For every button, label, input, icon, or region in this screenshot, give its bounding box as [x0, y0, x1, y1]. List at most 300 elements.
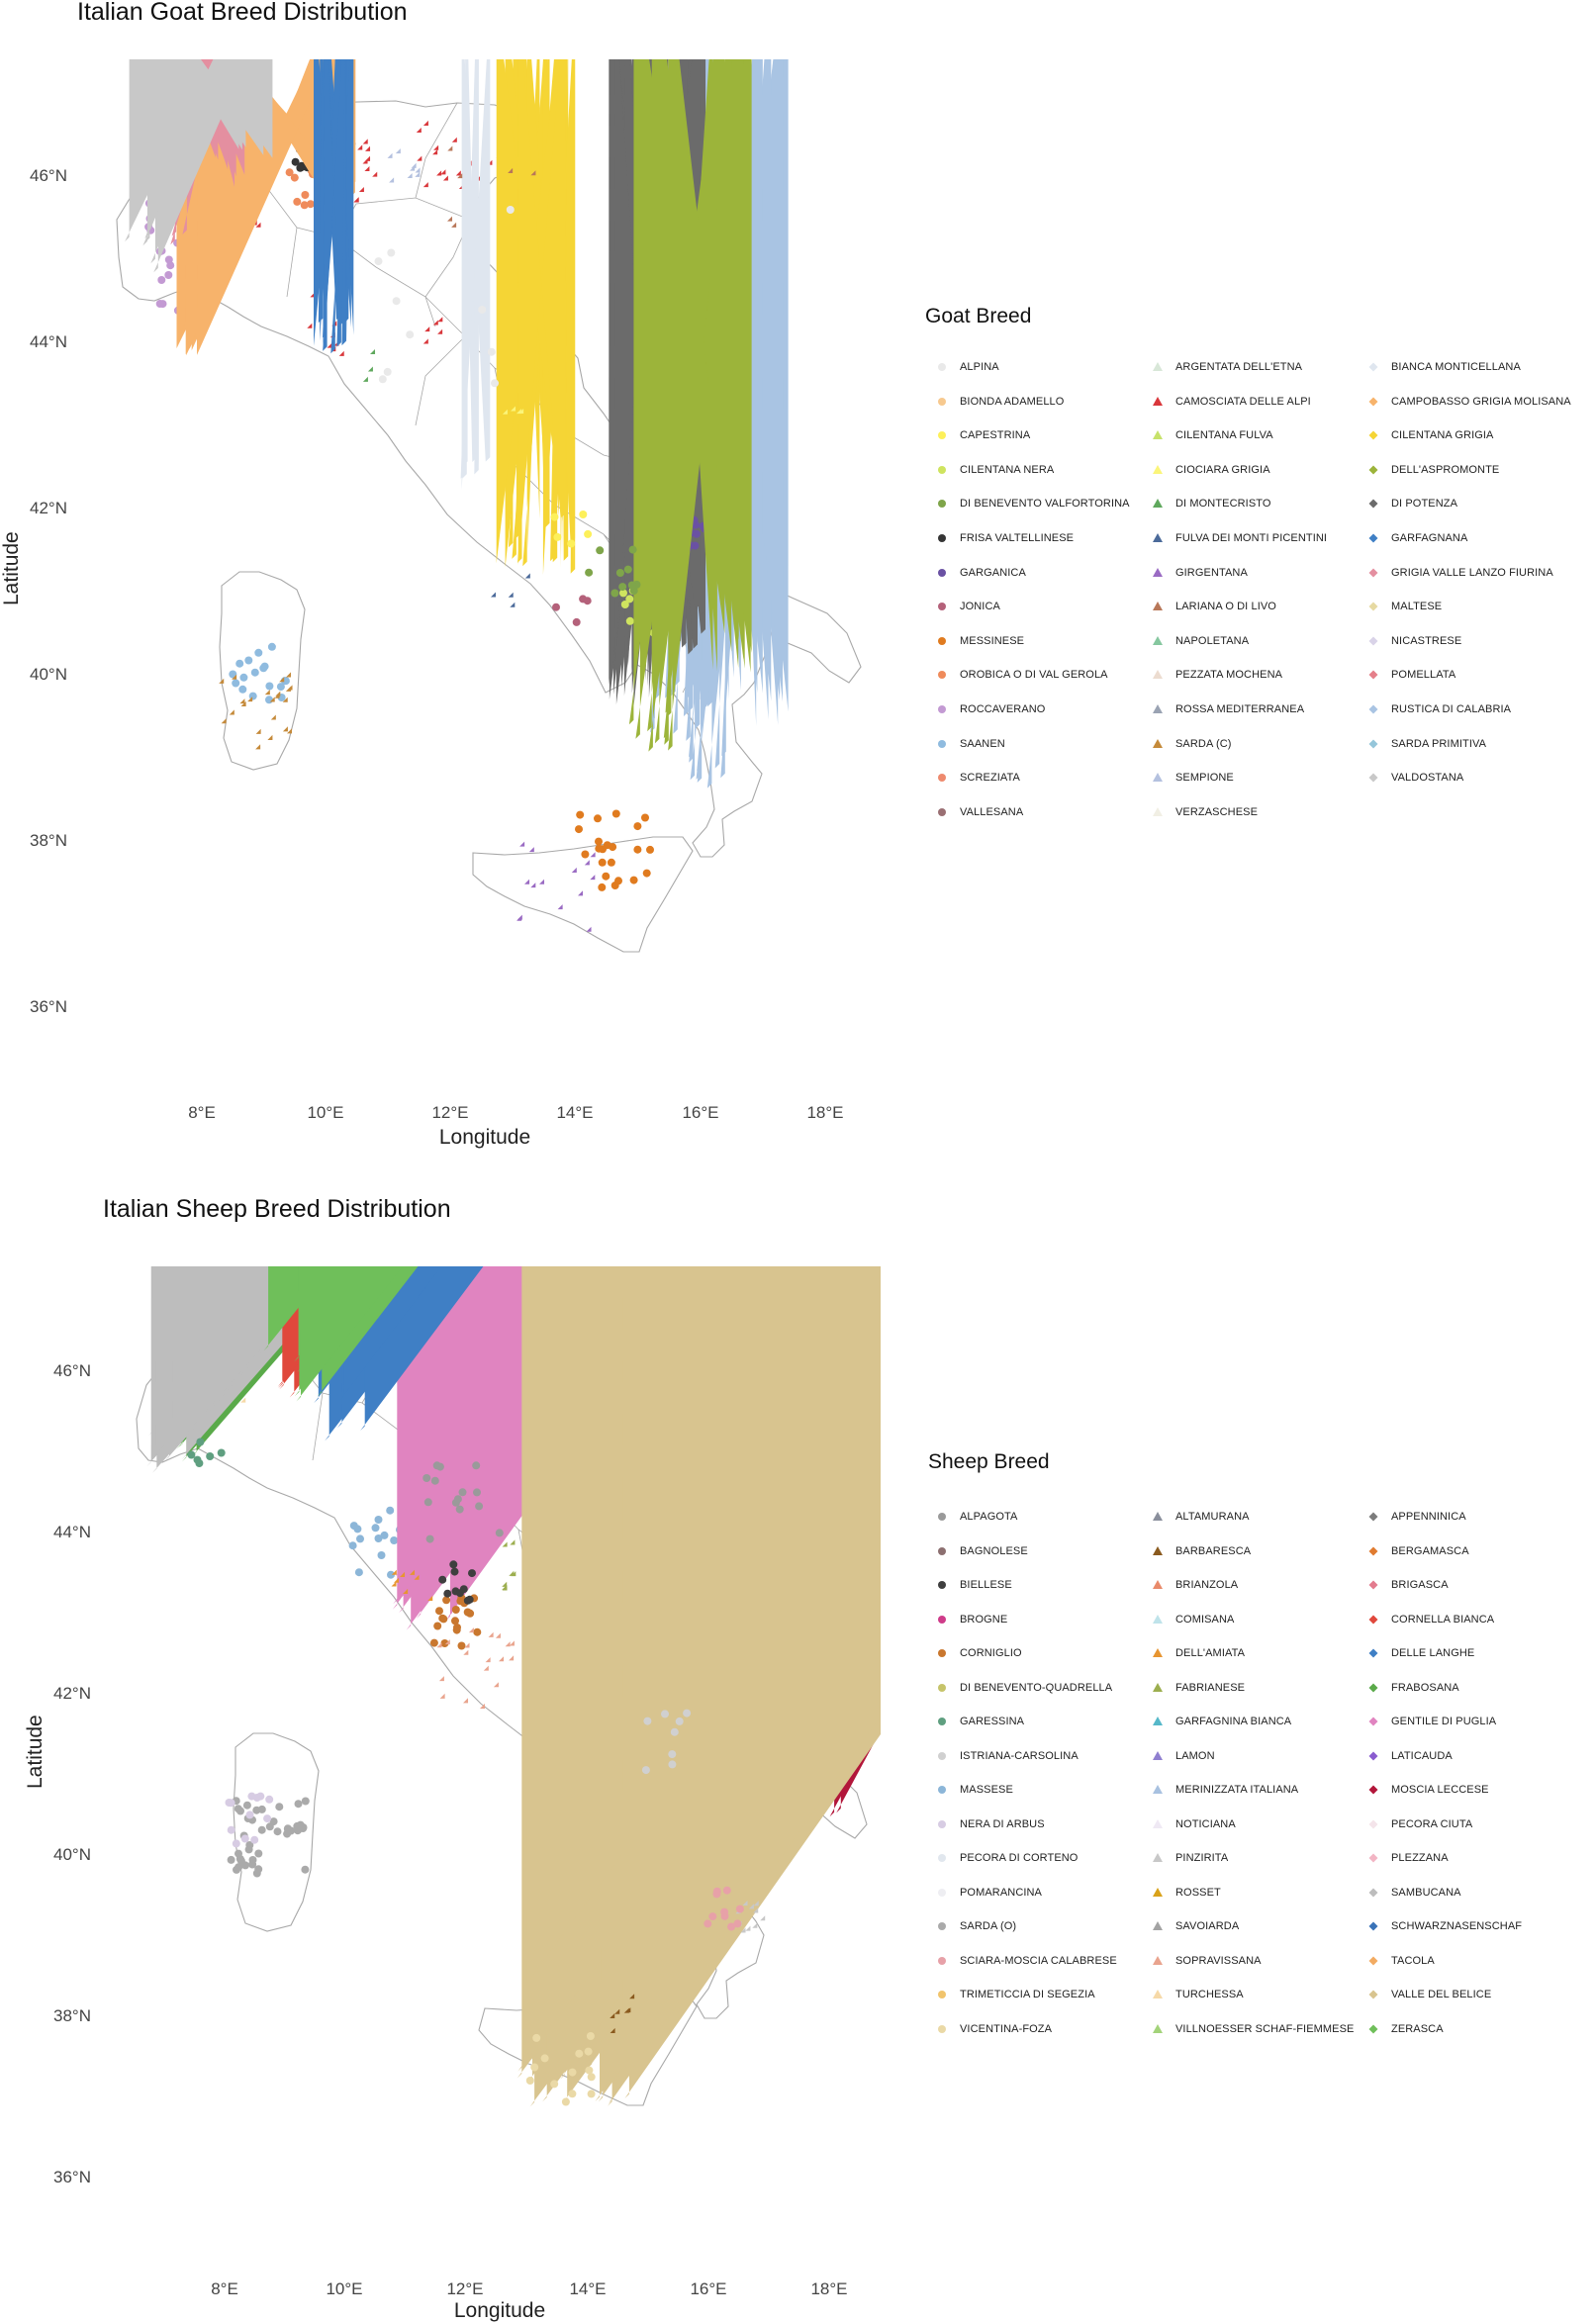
legend-item [1148, 1951, 1262, 1971]
data-point [415, 172, 420, 177]
data-point [572, 868, 577, 873]
data-point [302, 1798, 310, 1806]
legend-item [1148, 699, 1304, 719]
data-point [279, 677, 284, 682]
legend-label: GIRGENTANA [1175, 566, 1248, 579]
legend-label: SCREZIATA [960, 772, 1020, 785]
goat-ytick: 36°N [30, 997, 67, 1016]
data-point [218, 1449, 226, 1457]
legend-key-diamond-icon [1363, 1951, 1383, 1971]
legend-label: MASSESE [960, 1784, 1013, 1796]
goat-ytick: 46°N [30, 166, 67, 185]
legend-label: PECORA DI CORTENO [960, 1852, 1079, 1864]
sheep-ytick: 42°N [53, 1684, 91, 1703]
data-point [539, 880, 544, 884]
data-point [431, 1477, 439, 1485]
legend-label: CAMOSCIATA DELLE ALPI [1175, 395, 1311, 408]
goat-legend-title: Goat Breed [925, 305, 1032, 327]
legend-item [1363, 631, 1461, 651]
data-point [396, 148, 401, 153]
data-point [491, 593, 496, 598]
legend-key-circle-icon [932, 2019, 952, 2039]
data-point [432, 149, 437, 154]
legend-key-diamond-icon [1363, 1643, 1383, 1663]
legend-label: SARDA (O) [960, 1920, 1017, 1932]
legend-item [1148, 392, 1311, 412]
legend-item [1148, 494, 1271, 513]
legend-item [932, 1541, 1028, 1561]
data-point [551, 513, 559, 521]
data-point [452, 138, 457, 142]
data-point [723, 1887, 731, 1895]
data-point [222, 718, 227, 723]
legend-item [932, 494, 1130, 513]
data-point [228, 1856, 235, 1864]
legend-item [932, 425, 1030, 445]
data-point [641, 814, 649, 822]
legend-item [932, 699, 1045, 719]
data-point [473, 1628, 481, 1636]
data-point [274, 1827, 282, 1835]
legend-item [932, 734, 1005, 754]
legend-item [1148, 802, 1258, 822]
legend-item [932, 631, 1024, 651]
legend-label: ALTAMURANA [1175, 1511, 1250, 1523]
data-point [585, 860, 590, 865]
legend-label: VALLE DEL BELICE [1391, 1989, 1492, 2000]
legend-item [1148, 2019, 1354, 2039]
legend-label: BROGNE [960, 1613, 1008, 1626]
data-point [288, 685, 293, 690]
data-point [265, 683, 273, 691]
data-point [440, 169, 445, 174]
data-point [349, 1541, 357, 1549]
data-point [283, 726, 288, 731]
legend-item [1148, 768, 1234, 788]
data-point [416, 167, 421, 172]
data-point [426, 1535, 434, 1543]
data-point [196, 1439, 204, 1446]
legend-item [1148, 563, 1248, 583]
data-point [752, 1923, 757, 1928]
legend-key-diamond-icon [1363, 528, 1383, 548]
data-point [594, 814, 602, 822]
data-point [249, 1856, 257, 1864]
legend-key-triangle-icon [1148, 1780, 1168, 1800]
data-point [365, 156, 370, 161]
data-point [468, 1569, 476, 1577]
legend-item [1363, 1780, 1489, 1800]
data-point [668, 1750, 676, 1758]
legend-label: PLEZZANA [1391, 1852, 1449, 1864]
data-point [265, 690, 270, 695]
legend-item [1363, 1985, 1491, 2004]
legend-label: NERA DI ARBUS [960, 1817, 1045, 1830]
data-point [496, 1529, 504, 1536]
sheep-xtick: 12°E [446, 2279, 484, 2298]
data-point [475, 1502, 483, 1510]
data-point [364, 166, 369, 171]
legend-item [1148, 528, 1327, 548]
data-point [233, 1866, 240, 1874]
legend-key-circle-icon [932, 1951, 952, 1971]
legend-label: CILENTANA GRIGIA [1391, 429, 1494, 442]
legend-label: SOPRAVISSANA [1175, 1954, 1262, 1967]
legend-label: GARFAGNINA BIANCA [1175, 1716, 1292, 1727]
data-point [389, 177, 394, 182]
goat-title: Italian Goat Breed Distribution [77, 0, 408, 26]
legend-key-triangle-icon [1148, 1985, 1168, 2004]
legend-item [1148, 1985, 1244, 2004]
goat-points [125, 59, 789, 932]
sheep-xtick: 18°E [810, 2279, 848, 2298]
data-point [301, 201, 309, 209]
legend-label: NICASTRESE [1391, 634, 1462, 647]
legend-key-triangle-icon [1148, 1678, 1168, 1698]
data-point [633, 846, 641, 854]
legend-label: GENTILE DI PUGLIA [1391, 1716, 1497, 1727]
legend-label: ROSSET [1175, 1886, 1221, 1899]
legend-key-triangle-icon [1148, 1712, 1168, 1731]
legend-key-circle-icon [932, 734, 952, 754]
legend-key-triangle-icon [1148, 699, 1168, 719]
legend-item [1148, 1916, 1239, 1936]
data-point [363, 139, 368, 143]
data-point [610, 590, 618, 598]
data-point [424, 326, 429, 331]
data-point [624, 566, 632, 574]
data-point [588, 2090, 596, 2097]
legend-label: ARGENTATA DELL'ETNA [1175, 361, 1303, 373]
data-point [424, 1498, 432, 1506]
data-point [232, 680, 239, 688]
legend-key-circle-icon [932, 1678, 952, 1698]
data-point [228, 1826, 235, 1834]
data-point [294, 1826, 302, 1834]
legend-key-circle-icon [932, 802, 952, 822]
data-point [359, 187, 364, 192]
legend-key-circle-icon [932, 392, 952, 412]
data-point [165, 256, 173, 264]
data-point [453, 1626, 461, 1634]
data-point [372, 172, 377, 177]
legend-label: ROSSA MEDITERRANEA [1175, 703, 1305, 715]
data-point [569, 2069, 577, 2077]
legend-key-circle-icon [932, 460, 952, 480]
legend-label: DELL'ASPROMONTE [1391, 463, 1500, 476]
data-point [609, 843, 616, 851]
data-point [478, 306, 486, 314]
legend-item [1363, 1916, 1522, 1936]
legend-key-diamond-icon [1363, 1541, 1383, 1561]
legend-key-circle-icon [932, 1541, 952, 1561]
data-point [378, 1551, 386, 1559]
legend-item [932, 1814, 1045, 1834]
legend-key-circle-icon [932, 1916, 952, 1936]
legend-item [1148, 1780, 1298, 1800]
data-point [386, 1507, 394, 1515]
legend-item [1363, 597, 1442, 616]
data-point [567, 540, 575, 548]
data-point [456, 1589, 464, 1597]
legend-label: GRIGIA VALLE LANZO FIURINA [1391, 566, 1553, 579]
legend-label: CILENTANA NERA [960, 463, 1055, 476]
data-point [506, 1641, 511, 1646]
legend-label: DELL'AMIATA [1175, 1647, 1246, 1659]
legend-key-diamond-icon [1363, 1575, 1383, 1595]
legend-label: CORNIGLIO [960, 1647, 1022, 1659]
data-point [491, 379, 499, 387]
data-point [550, 2080, 558, 2088]
data-point [458, 1642, 466, 1650]
legend-label: COMISANA [1175, 1613, 1235, 1626]
legend-label: CAPESTRINA [960, 429, 1031, 442]
legend-key-circle-icon [932, 1814, 952, 1834]
legend-label: GARFAGNANA [1391, 532, 1468, 544]
legend-label: ZERASCA [1391, 2022, 1444, 2035]
legend-item [1148, 1610, 1234, 1629]
legend-key-triangle-icon [1148, 563, 1168, 583]
data-point [423, 182, 428, 187]
data-point [437, 329, 442, 334]
legend-label: BRIGASCA [1391, 1579, 1449, 1591]
data-point [423, 121, 428, 126]
data-point [384, 368, 392, 376]
legend-key-diamond-icon [1363, 1916, 1383, 1936]
legend-label: SAANEN [960, 737, 1005, 750]
data-point [608, 859, 615, 867]
legend-item [1363, 392, 1571, 412]
legend-item [1148, 460, 1270, 480]
data-point [230, 709, 235, 714]
legend-key-triangle-icon [1148, 1951, 1168, 1971]
data-point [206, 1452, 214, 1460]
data-point [745, 1926, 750, 1931]
data-point [578, 890, 583, 895]
legend-key-circle-icon [932, 1643, 952, 1663]
legend-key-triangle-icon [1148, 1541, 1168, 1561]
legend-key-diamond-icon [1363, 1985, 1383, 2004]
data-point [233, 1839, 240, 1847]
legend-label: PECORA CIUTA [1391, 1817, 1473, 1830]
data-point [263, 1814, 271, 1822]
legend-key-circle-icon [932, 357, 952, 377]
legend-label: ISTRIANA-CARSOLINA [960, 1749, 1079, 1762]
data-point [268, 643, 276, 651]
legend-label: BIANCA MONTICELLANA [1391, 361, 1521, 373]
legend-label: SCIARA-MOSCIA CALABRESE [960, 1954, 1117, 1967]
legend-key-circle-icon [932, 425, 952, 445]
legend-label: BRIANZOLA [1175, 1579, 1239, 1591]
data-point [363, 377, 368, 382]
data-point [585, 2048, 593, 2056]
data-point [275, 1803, 283, 1811]
data-point [494, 1682, 499, 1687]
data-point [643, 1718, 651, 1725]
data-point [584, 597, 592, 604]
legend-key-circle-icon [932, 1610, 952, 1629]
legend-key-diamond-icon [1363, 1883, 1383, 1903]
data-point [502, 1582, 507, 1587]
legend-item [1363, 357, 1521, 377]
legend-label: VERZASCHESE [1175, 805, 1259, 818]
legend-item [932, 528, 1074, 548]
data-point [510, 1640, 515, 1645]
legend-item [1148, 1746, 1215, 1766]
legend-label: SAVOIARDA [1175, 1920, 1240, 1932]
sheep-ytick: 40°N [53, 1845, 91, 1864]
legend-key-triangle-icon [1148, 1507, 1168, 1527]
data-point [437, 317, 442, 322]
data-point [354, 197, 359, 202]
legend-item [1363, 699, 1511, 719]
data-point [595, 838, 603, 846]
data-point [456, 170, 461, 175]
data-point [250, 1836, 258, 1844]
data-point [618, 1266, 881, 2089]
data-point [368, 367, 373, 372]
data-point [254, 1850, 262, 1858]
legend-key-diamond-icon [1363, 768, 1383, 788]
data-point [760, 1915, 765, 1920]
legend-key-circle-icon [932, 699, 952, 719]
legend-label: SAMBUCANA [1391, 1886, 1461, 1899]
legend-label: PINZIRITA [1175, 1852, 1229, 1864]
data-point [704, 1919, 711, 1927]
legend-item [1148, 1643, 1245, 1663]
data-point [456, 1506, 464, 1514]
legend-item [1363, 460, 1499, 480]
legend-key-circle-icon [932, 1746, 952, 1766]
data-point [370, 349, 375, 354]
goat-xtick: 16°E [682, 1103, 719, 1122]
legend-item [1148, 1575, 1238, 1595]
legend-item [932, 1985, 1095, 2004]
data-point [286, 168, 294, 176]
data-point [526, 2077, 534, 2085]
data-point [156, 300, 164, 308]
data-point [612, 810, 620, 818]
goat-ytick: 40°N [30, 665, 67, 684]
data-point [267, 735, 272, 740]
data-point [451, 1568, 459, 1576]
data-point [284, 1825, 292, 1833]
legend-item [932, 1507, 1017, 1527]
data-point [353, 1525, 361, 1533]
legend-label: VALDOSTANA [1391, 772, 1464, 785]
legend-label: SCHWARZNASENSCHAF [1391, 1920, 1523, 1932]
legend-key-circle-icon [932, 1712, 952, 1731]
data-point [602, 873, 610, 881]
legend-item [932, 563, 1026, 583]
data-point [614, 877, 622, 884]
legend-label: FULVA DEI MONTI PICENTINI [1175, 532, 1328, 544]
data-point [235, 1850, 242, 1858]
legend-item [1148, 631, 1249, 651]
legend-label: RUSTICA DI CALABRIA [1391, 703, 1512, 715]
data-point [235, 660, 243, 668]
data-point [517, 915, 522, 920]
data-point [408, 173, 413, 178]
data-point [187, 1451, 195, 1459]
data-point [629, 546, 637, 554]
data-point [271, 715, 276, 720]
legend-key-triangle-icon [1148, 734, 1168, 754]
data-point [530, 2064, 538, 2072]
legend-item [1363, 2019, 1444, 2039]
data-point [553, 533, 561, 541]
legend-key-triangle-icon [1148, 1746, 1168, 1766]
data-point [596, 546, 604, 554]
legend-label: SARDA PRIMITIVA [1391, 737, 1487, 750]
data-point [254, 649, 262, 657]
data-point [562, 2098, 570, 2106]
data-point [579, 511, 587, 518]
data-point [558, 904, 563, 909]
legend-item [932, 1643, 1022, 1663]
legend-item [1363, 1541, 1469, 1561]
sheep-points [146, 1266, 881, 2106]
legend-key-triangle-icon [1148, 460, 1168, 480]
legend-label: FRISA VALTELLINESE [960, 532, 1075, 544]
legend-key-diamond-icon [1363, 1678, 1383, 1698]
data-point [693, 530, 701, 538]
data-point [241, 1835, 249, 1843]
data-point [241, 1861, 249, 1869]
data-point [356, 1534, 364, 1542]
data-point [365, 146, 370, 151]
legend-label: TRIMETICCIA DI SEGEZIA [960, 1989, 1095, 2000]
data-point [375, 1516, 383, 1524]
data-point [630, 877, 638, 884]
legend-label: CORNELLA BIANCA [1391, 1613, 1495, 1626]
data-point [671, 1728, 679, 1736]
legend-item [1363, 665, 1455, 685]
legend-label: BIELLESE [960, 1579, 1012, 1591]
sheep-xtick: 8°E [211, 2279, 238, 2298]
legend-key-diamond-icon [1363, 1780, 1383, 1800]
data-point [387, 249, 395, 257]
data-point [590, 875, 595, 880]
legend-label: GARGANICA [960, 566, 1026, 579]
data-point [422, 1474, 430, 1482]
data-point [484, 1666, 489, 1671]
legend-label: APPENNINICA [1391, 1511, 1466, 1523]
sheep-xtick: 10°E [326, 2279, 363, 2298]
goat-x-axis-label: Longitude [438, 1126, 531, 1149]
legend-key-diamond-icon [1363, 1746, 1383, 1766]
data-point [447, 146, 452, 151]
data-point [532, 2034, 540, 2042]
legend-key-circle-icon [932, 1507, 952, 1527]
legend-item [932, 1848, 1078, 1868]
legend-label: ALPAGOTA [960, 1511, 1018, 1523]
legend-label: BAGNOLESE [960, 1544, 1028, 1557]
legend-key-triangle-icon [1148, 1610, 1168, 1629]
data-point [668, 1760, 676, 1768]
legend-item [932, 392, 1064, 412]
legend-item [932, 1575, 1012, 1595]
data-point [575, 825, 583, 833]
data-point [295, 1800, 303, 1808]
legend-item [1148, 1541, 1251, 1561]
legend-label: MOSCIA LECCESE [1391, 1784, 1489, 1796]
data-point [720, 1908, 728, 1916]
legend-label: DI MONTECRISTO [1175, 498, 1271, 511]
legend-key-diamond-icon [1363, 392, 1383, 412]
legend-item [932, 768, 1020, 788]
legend-label: POMELLATA [1391, 669, 1456, 682]
